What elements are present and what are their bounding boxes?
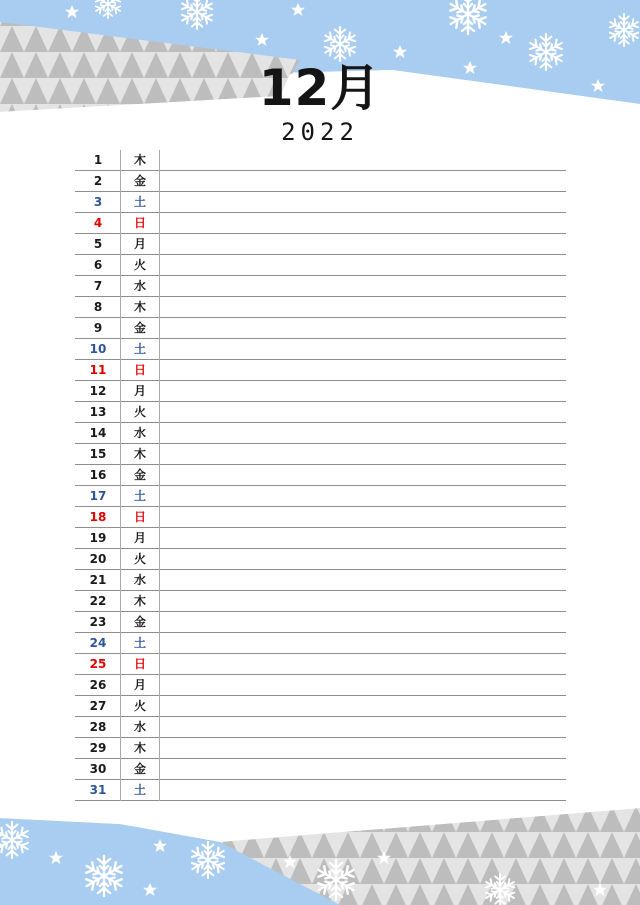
- day-number: 15: [89, 447, 107, 461]
- year-title: 2022: [281, 118, 359, 146]
- weekday-label: 金: [133, 615, 146, 629]
- calendar-row: [75, 276, 566, 297]
- weekday-label: 木: [133, 300, 146, 314]
- day-number: 5: [93, 237, 103, 251]
- memo-cell[interactable]: [159, 465, 566, 485]
- weekday-label: 火: [133, 552, 146, 566]
- weekday-label: 土: [133, 636, 146, 650]
- memo-cell[interactable]: [159, 276, 566, 296]
- day-number: 19: [89, 531, 107, 545]
- weekday-label: 金: [133, 321, 146, 335]
- day-number: 11: [89, 363, 107, 377]
- weekday-label: 日: [133, 657, 146, 671]
- weekday-label: 木: [133, 447, 146, 461]
- memo-cell[interactable]: [159, 192, 566, 212]
- calendar-row: [75, 738, 566, 759]
- memo-cell[interactable]: [159, 528, 566, 548]
- memo-cell[interactable]: [159, 675, 566, 695]
- memo-cell[interactable]: [159, 759, 566, 779]
- day-number: 22: [89, 594, 107, 608]
- weekday-label: 金: [133, 174, 146, 188]
- weekday-label: 水: [133, 426, 146, 440]
- column-divider: [120, 150, 121, 801]
- calendar-row: [75, 171, 566, 192]
- weekday-label: 火: [133, 258, 146, 272]
- day-number: 27: [89, 699, 107, 713]
- memo-cell[interactable]: [159, 234, 566, 254]
- calendar-row: [75, 591, 566, 612]
- day-number: 28: [89, 720, 107, 734]
- day-number: 17: [89, 489, 107, 503]
- memo-cell[interactable]: [159, 339, 566, 359]
- weekday-label: 土: [133, 195, 146, 209]
- memo-cell[interactable]: [159, 213, 566, 233]
- day-number: 26: [89, 678, 107, 692]
- memo-cell[interactable]: [159, 150, 566, 170]
- memo-cell[interactable]: [159, 255, 566, 275]
- day-number: 8: [93, 300, 103, 314]
- weekday-label: 木: [133, 741, 146, 755]
- memo-cell[interactable]: [159, 171, 566, 191]
- calendar-row: [75, 255, 566, 276]
- memo-cell[interactable]: [159, 696, 566, 716]
- memo-cell[interactable]: [159, 381, 566, 401]
- memo-cell[interactable]: [159, 507, 566, 527]
- weekday-label: 土: [133, 342, 146, 356]
- weekday-label: 土: [133, 489, 146, 503]
- day-number: 3: [93, 195, 103, 209]
- day-number: 9: [93, 321, 103, 335]
- day-number: 29: [89, 741, 107, 755]
- memo-cell[interactable]: [159, 318, 566, 338]
- day-number: 1: [93, 153, 103, 167]
- day-number: 12: [89, 384, 107, 398]
- calendar-row: [75, 360, 566, 381]
- day-number: 16: [89, 468, 107, 482]
- memo-cell[interactable]: [159, 591, 566, 611]
- column-divider: [159, 150, 160, 801]
- memo-cell[interactable]: [159, 780, 566, 800]
- day-number: 30: [89, 762, 107, 776]
- calendar-row: [75, 612, 566, 633]
- day-number: 6: [93, 258, 103, 272]
- day-number: 24: [89, 636, 107, 650]
- weekday-label: 水: [133, 720, 146, 734]
- weekday-label: 土: [133, 783, 146, 797]
- weekday-label: 日: [133, 510, 146, 524]
- memo-cell[interactable]: [159, 612, 566, 632]
- day-number: 20: [89, 552, 107, 566]
- calendar-row: [75, 486, 566, 507]
- weekday-label: 日: [133, 363, 146, 377]
- calendar-row: [75, 759, 566, 780]
- calendar-row: [75, 654, 566, 675]
- calendar-row: [75, 234, 566, 255]
- weekday-label: 月: [133, 384, 146, 398]
- month-title: 12月: [258, 59, 382, 117]
- calendar-row: [75, 780, 566, 801]
- day-number: 14: [89, 426, 107, 440]
- memo-cell[interactable]: [159, 486, 566, 506]
- calendar-row: [75, 297, 566, 318]
- weekday-label: 月: [133, 237, 146, 251]
- memo-cell[interactable]: [159, 654, 566, 674]
- memo-cell[interactable]: [159, 549, 566, 569]
- day-number: 21: [89, 573, 107, 587]
- memo-cell[interactable]: [159, 717, 566, 737]
- calendar-row: [75, 318, 566, 339]
- calendar-row: [75, 465, 566, 486]
- weekday-label: 月: [133, 678, 146, 692]
- weekday-label: 木: [133, 153, 146, 167]
- day-number: 23: [89, 615, 107, 629]
- weekday-label: 水: [133, 279, 146, 293]
- calendar-row: [75, 570, 566, 591]
- calendar-row: [75, 633, 566, 654]
- memo-cell[interactable]: [159, 423, 566, 443]
- calendar-row: [75, 675, 566, 696]
- day-number: 25: [89, 657, 107, 671]
- calendar-row: [75, 528, 566, 549]
- weekday-label: 日: [133, 216, 146, 230]
- weekday-label: 水: [133, 573, 146, 587]
- day-number: 7: [93, 279, 103, 293]
- calendar-row: [75, 507, 566, 528]
- memo-cell[interactable]: [159, 633, 566, 653]
- calendar-row: [75, 402, 566, 423]
- memo-cell[interactable]: [159, 444, 566, 464]
- calendar-row: [75, 381, 566, 402]
- memo-cell[interactable]: [159, 297, 566, 317]
- weekday-label: 火: [133, 699, 146, 713]
- weekday-label: 火: [133, 405, 146, 419]
- weekday-label: 金: [133, 762, 146, 776]
- day-number: 2: [93, 174, 103, 188]
- memo-cell[interactable]: [159, 402, 566, 422]
- calendar-row: [75, 192, 566, 213]
- weekday-label: 木: [133, 594, 146, 608]
- memo-cell[interactable]: [159, 570, 566, 590]
- calendar-row: [75, 150, 566, 171]
- weekday-label: 金: [133, 468, 146, 482]
- calendar-row: [75, 696, 566, 717]
- day-number: 18: [89, 510, 107, 524]
- calendar-row: [75, 549, 566, 570]
- day-number: 31: [89, 783, 107, 797]
- calendar-row: [75, 444, 566, 465]
- memo-cell[interactable]: [159, 738, 566, 758]
- weekday-label: 月: [133, 531, 146, 545]
- calendar-row: [75, 213, 566, 234]
- day-number: 4: [93, 216, 103, 230]
- memo-cell[interactable]: [159, 360, 566, 380]
- calendar-row: [75, 339, 566, 360]
- day-number: 13: [89, 405, 107, 419]
- calendar-row: [75, 717, 566, 738]
- day-number: 10: [89, 342, 107, 356]
- calendar-row: [75, 423, 566, 444]
- calendar-table: [75, 150, 566, 801]
